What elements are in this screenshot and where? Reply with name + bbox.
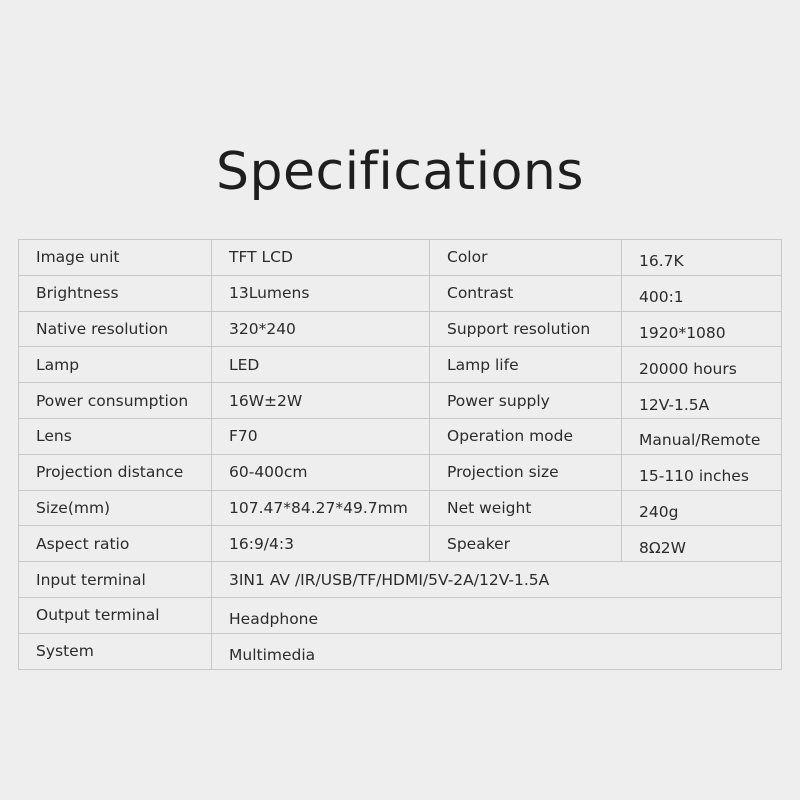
spec-label: Input terminal — [19, 562, 212, 598]
spec-label: Speaker — [430, 526, 622, 562]
spec-label: Power consumption — [19, 383, 212, 419]
spec-label: System — [19, 633, 212, 669]
spec-value — [622, 347, 782, 383]
spec-label: Lens — [19, 418, 212, 454]
table-row — [19, 347, 782, 383]
spec-value — [622, 454, 782, 490]
spec-value-text: 8Ω2W — [639, 538, 686, 557]
table-row — [19, 597, 782, 633]
spec-value-text: TFT LCD — [229, 248, 293, 267]
spec-value-text: Multimedia — [229, 646, 316, 665]
spec-value — [212, 275, 430, 311]
table-row — [19, 633, 782, 669]
spec-label: Support resolution — [430, 311, 622, 347]
spec-value-text: 12V-1.5A — [639, 395, 710, 414]
spec-value — [212, 633, 782, 669]
spec-value — [622, 490, 782, 526]
table-row — [19, 490, 782, 526]
spec-value-text: Manual/Remote — [639, 431, 761, 450]
spec-value — [212, 383, 430, 419]
spec-label: Projection distance — [19, 454, 212, 490]
spec-value — [212, 454, 430, 490]
spec-value-text: 240g — [639, 502, 679, 521]
spec-label: Aspect ratio — [19, 526, 212, 562]
spec-label: Power supply — [430, 383, 622, 419]
spec-value: 3IN1 AV /IR/USB/TF/HDMI/5V-2A/12V-1.5A — [212, 562, 782, 598]
spec-value-text: 107.47*84.27*49.7mm — [229, 498, 408, 517]
spec-value — [622, 526, 782, 562]
spec-value — [212, 311, 430, 347]
spec-label: Size(mm) — [19, 490, 212, 526]
spec-value-text: 16W±2W — [229, 391, 303, 410]
spec-label: Net weight — [430, 490, 622, 526]
table-row — [19, 418, 782, 454]
spec-value-text: 15-110 inches — [639, 467, 749, 486]
spec-label: Contrast — [430, 275, 622, 311]
table-row — [19, 562, 782, 598]
spec-label: Brightness — [19, 275, 212, 311]
page-title: Specifications — [216, 142, 584, 202]
spec-value-text: 16.7K — [639, 252, 684, 271]
spec-label: Native resolution — [19, 311, 212, 347]
spec-value — [622, 383, 782, 419]
spec-value — [212, 240, 430, 276]
spec-value-text: 60-400cm — [229, 463, 308, 482]
spec-value — [212, 347, 430, 383]
spec-value — [212, 597, 782, 633]
spec-label: Lamp — [19, 347, 212, 383]
table-row — [19, 383, 782, 419]
spec-value — [622, 418, 782, 454]
spec-value — [622, 311, 782, 347]
spec-value — [212, 418, 430, 454]
spec-label: Operation mode — [430, 418, 622, 454]
table-row — [19, 454, 782, 490]
spec-value-text: 320*240 — [229, 319, 296, 338]
spec-value — [622, 240, 782, 276]
spec-value-text: Headphone — [229, 610, 319, 629]
specifications-table-body — [19, 240, 782, 670]
spec-value-text: 20000 hours — [639, 359, 737, 378]
table-row — [19, 526, 782, 562]
spec-value-text: 16:9/4:3 — [229, 534, 294, 553]
spec-value-text: F70 — [229, 427, 258, 446]
spec-value-text: 1920*1080 — [639, 323, 726, 342]
spec-value-text: 13Lumens — [229, 284, 310, 303]
specifications-table — [18, 239, 782, 670]
spec-value — [212, 490, 430, 526]
spec-label: Lamp life — [430, 347, 622, 383]
spec-label: Projection size — [430, 454, 622, 490]
table-row — [19, 311, 782, 347]
table-row — [19, 275, 782, 311]
spec-label: Output terminal — [19, 597, 212, 633]
spec-value-text: 400:1 — [639, 288, 684, 307]
spec-label: Color — [430, 240, 622, 276]
spec-value — [622, 275, 782, 311]
spec-label: Image unit — [19, 240, 212, 276]
spec-value — [212, 526, 430, 562]
spec-value-text: LED — [229, 355, 260, 374]
table-row — [19, 240, 782, 276]
